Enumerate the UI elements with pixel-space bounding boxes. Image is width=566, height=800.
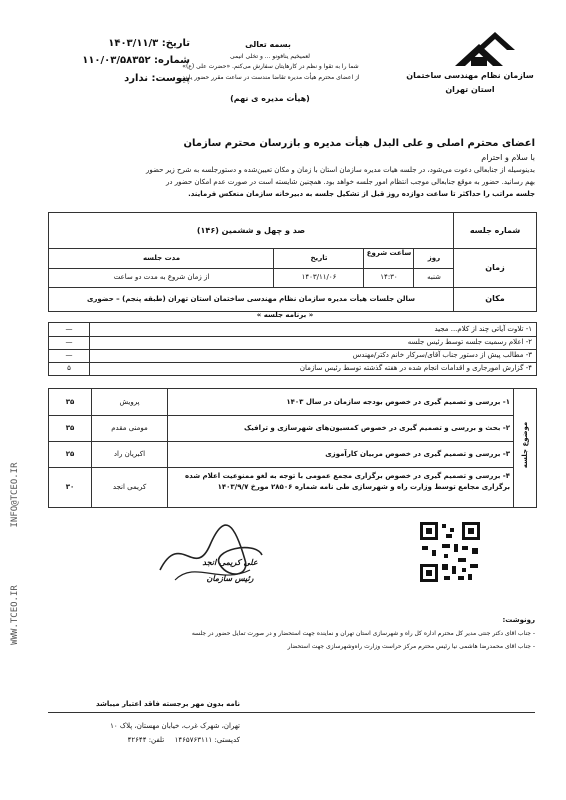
board-label: (هیأت مدیره ی نهم) <box>230 94 310 103</box>
intro-line-3: جلسه مراتب را حداکثر تا ساعت دوازده روز قبل از تشکیل جلسه به دبیرخانه سازمان منعکس فرمایند. <box>188 190 535 198</box>
number-value: ۱۱۰/۰۳/۵۸۳۵۲ <box>82 55 151 66</box>
session-place-value: سالن جلسات هیأت مدیره سازمان نظام مهندسی ساختمان استان تهران (طبقه پنجم) – حضوری <box>86 295 416 303</box>
building-logo-icon <box>455 30 515 66</box>
org-logo <box>455 30 515 66</box>
side-mail-text: INFO@TCEO.IR <box>10 462 20 528</box>
program-item-text: ۳- مطالب پیش از دستور جناب آقای/سرکار خانم دکتر/مهندس <box>352 351 532 359</box>
cc-line-1: - جناب آقای دکتر جنتی مدیر کل محترم اداره کل راه و شهرسازی استان تهران و نماینده جهت استحضار و در صورت تمایل حضور در جلسه <box>191 630 535 637</box>
date-label: تاریخ: <box>161 38 190 49</box>
letter-date <box>80 38 190 49</box>
topic-minutes: ۳۵ <box>65 424 75 432</box>
duration-header: مدت جلسه <box>49 248 274 269</box>
number-label: شماره: <box>154 55 190 66</box>
topic-text: ۱- بررسی و تصمیم گیری در خصوص بودجه سازمان در سال ۱۴۰۳ <box>286 398 510 406</box>
topic-row <box>49 441 514 468</box>
topic-row <box>49 389 514 416</box>
intro-line-2: بهم رسانید. حضور به موقع جنابعالی موجب انتظام امور جلسه خواهد بود. همچنین شایسته است در صورت عدم امکان حضور در <box>166 178 535 186</box>
topic-text: ۲- بحث و بررسی و تصمیم گیری در خصوص کمسیون‌های شهرسازی و ترافیک <box>244 424 510 432</box>
footer-address: تهران، شهرک غرب، خیابان مهستان، پلاک ۱۰ <box>110 722 240 730</box>
topic-text: ۴- بررسی و تصمیم گیری در خصوص برگزاری مجمع عمومی با توجه به لغو ممنوعیت اعلام شده برگزاری مجامع توسط وزارت راه و شهرسازی طی نامه شماره ۲۸۵۰۶ مورخ ۱۴۰۳/۹/۷ <box>185 472 510 491</box>
qr-code-icon <box>418 520 482 584</box>
program-item-value: — <box>49 336 90 349</box>
hadith-line-2: شما را به تقوا و نظم در کارهایتان سفارش می‌کنم. «حضرت علی (ع)» <box>182 63 359 70</box>
program-table <box>48 322 537 376</box>
program-row <box>49 362 536 375</box>
side-contact <box>10 462 30 660</box>
org-name: سازمان نظام مهندسی ساختمان <box>406 71 534 80</box>
session-number-row <box>49 213 536 249</box>
day-header: روز <box>413 248 454 269</box>
program-item-value: ۵ <box>49 362 90 375</box>
topic-text: ۳- بررسی و تصمیم گیری در خصوص مربیان کارآموزی <box>325 450 510 458</box>
date-value: ۱۴۰۳/۱۱/۰۶ <box>273 268 364 287</box>
session-number-value: صد و چهل و ششمین (۱۴۶) <box>196 226 306 235</box>
topics-side-label <box>513 389 536 507</box>
start-header: ساعت شروع <box>363 248 414 269</box>
basmala: بسمه تعالی <box>245 40 291 49</box>
cc-line-2: - جناب آقای محمدرضا هاشمی نیا رئیس محترم مرکز حراست وزارت راه‌وشهرسازی جهت استحضار <box>287 643 535 650</box>
program-title: « برنامه جلسه » <box>256 311 314 319</box>
signature-block <box>150 520 270 600</box>
side-web-text: WWW.TCEO.IR <box>10 585 20 645</box>
topic-minutes: ۲۵ <box>65 450 75 458</box>
footer-postal: کدپستی: ۱۴۶۵۷۶۳۱۱۱ <box>174 736 240 744</box>
duration-value: از زمان شروع به مدت دو ساعت <box>113 273 210 281</box>
program-item-text: ۴- گزارش امورجاری و اقدامات انجام شده در هفته گذشته توسط رئیس سازمان <box>299 364 532 372</box>
stamp-note: نامه بدون مهر برجسته فاقد اعتبار میباشد <box>95 700 240 708</box>
org-province: استان تهران <box>445 85 495 94</box>
topic-row <box>49 467 514 507</box>
session-place-label: مکان <box>453 287 536 311</box>
footer-contact-row <box>60 736 240 744</box>
program-row <box>49 336 536 350</box>
session-number-label: شماره جلسه <box>453 213 536 248</box>
program-item-value: — <box>49 349 90 362</box>
topic-presenter: پرویش <box>91 389 168 415</box>
signer-name: علی کریمی انجد <box>202 558 258 567</box>
program-row <box>49 323 536 337</box>
program-item-text: ۱- تلاوت آیاتی چند از کلام... مجید <box>434 325 532 333</box>
topic-minutes: ۳۵ <box>65 398 75 406</box>
session-time-row <box>49 248 536 288</box>
date-header: تاریخ <box>273 248 364 269</box>
greeting: با سلام و احترام <box>481 153 535 162</box>
signer-title: رئیس سازمان <box>206 574 254 583</box>
day-value: شنبه <box>413 268 454 287</box>
attachment-value: ندارد <box>124 73 148 84</box>
footer-phone: تلفن: ۴۲۶۴۴ <box>127 736 165 744</box>
start-value: ۱۴:۳۰ <box>363 268 414 287</box>
program-row <box>49 349 536 363</box>
meeting-notice: از اعضای محترم هیأت مدیره تقاضا مندست در ساعت مقرر حضور یابند. <box>180 74 360 81</box>
topics-table <box>48 388 537 508</box>
header <box>0 0 566 120</box>
session-time-label: زمان <box>453 248 536 287</box>
topic-presenter: مومنی مقدم <box>91 415 168 441</box>
session-box <box>48 212 537 312</box>
date-value: ۱۴۰۳/۱۱/۳ <box>108 38 159 49</box>
topic-presenter: اکبریان راد <box>91 441 168 467</box>
qr-code <box>418 520 482 584</box>
intro-line-1: بدینوسیله از جنابعالی دعوت می‌شود، در جلسه هیأت مدیره سازمان استان با زمان و مکان تعیین‌شده و دستورجلسه به شرح زیر حضور <box>146 166 535 174</box>
topic-minutes: ۳۰ <box>65 483 75 491</box>
topic-row <box>49 415 514 442</box>
attachment-label: پیوست: <box>151 73 190 84</box>
cc-label: رونوشت: <box>502 616 535 624</box>
topics-side-text: موضوع جلسه <box>521 421 529 469</box>
footer-rule <box>48 712 535 713</box>
program-item-value: — <box>49 323 90 336</box>
session-place-row <box>49 287 536 311</box>
recipients: اعضای محترم اصلی و علی البدل هیأت مدیره و بازرسان محترم سازمان <box>183 138 535 149</box>
hadith-line-1: لعمیخیم ینافونو ... و تخلی انیمی <box>229 53 311 60</box>
side-mail <box>10 420 20 570</box>
topic-presenter: کریمی انجد <box>91 467 168 507</box>
program-item-text: ۲- اعلام رسمیت جلسه توسط رئیس جلسه <box>407 338 532 346</box>
